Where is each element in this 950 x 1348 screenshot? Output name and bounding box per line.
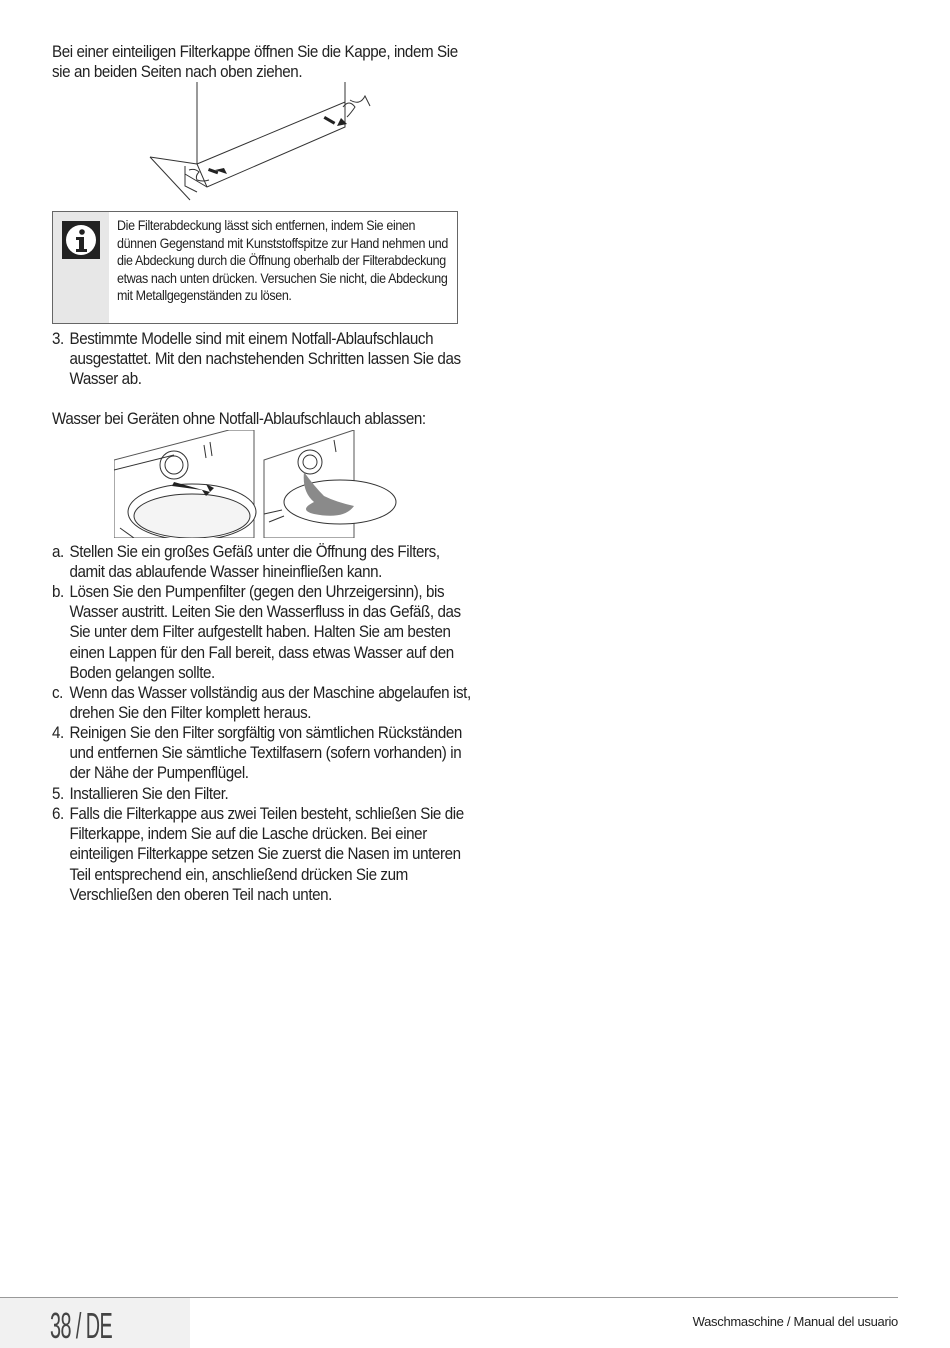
step-text: Reinigen Sie den Filter sorgfältig von sämtlichen Rückständen und entfernen Sie sämtliche Textilfasern (sofern vorhanden) in der Nähe der Pumpenflügel.: [69, 724, 462, 783]
step-text: Stellen Sie ein großes Gefäß unter die Öffnung des Filters, damit das ablaufende Wasser hineinfließen kann.: [69, 543, 440, 582]
page-number: 38 / DE: [50, 1305, 113, 1346]
step-number: b.: [52, 583, 64, 601]
step-text: Installieren Sie den Filter.: [69, 785, 229, 803]
subheading: Wasser bei Geräten ohne Notfall-Ablaufschlauch ablassen:: [52, 410, 426, 428]
footer-title: Waschmaschine / Manual del usuario: [692, 1314, 898, 1329]
step-text: Lösen Sie den Pumpenfilter (gegen den Uhrzeigersinn), bis Wasser austritt. Leiten Sie den Wasserfluss in das Gefäß, das Sie unter dem Filter aufgestellt haben. Halten Sie am besten einen Lappen für den Fall bereit, dass etwas Wasser auf den Boden gelangen sollte.: [69, 583, 461, 682]
step-number: 6.: [52, 805, 64, 823]
note-text: Die Filterabdeckung lässt sich entfernen, indem Sie einen dünnen Gegenstand mit Kunststoffspitze zur Hand nehmen und die Abdeckung durch die Öffnung oberhalb der Filterabdeckung etwas nach unten drücken. Versuchen Sie nicht, die Abdeckung mit Metallgegenständen zu lösen.: [117, 218, 448, 304]
drain-water-illustration: [114, 430, 414, 538]
step-number: 4.: [52, 724, 64, 742]
info-note-box: [52, 211, 458, 324]
step-number: 5.: [52, 785, 64, 803]
step-number: 3.: [52, 330, 64, 348]
step-text: Wenn das Wasser vollständig aus der Maschine abgelaufen ist, drehen Sie den Filter komplett heraus.: [69, 684, 471, 723]
intro-paragraph: Bei einer einteiligen Filterkappe öffnen Sie die Kappe, indem Sie sie an beiden Seiten nach oben ziehen.: [52, 43, 458, 82]
step-number: a.: [52, 543, 64, 561]
step-text: Falls die Filterkappe aus zwei Teilen besteht, schließen Sie die Filterkappe, indem Sie auf die Lasche drücken. Bei einer einteiligen Filterkappe setzen Sie zuerst die Nasen im unteren Teil entsprechend ein, anschließend drücken Sie zum Verschließen den oberen Teil nach unten.: [69, 805, 464, 904]
filter-cap-illustration: [145, 82, 375, 212]
step-text: Bestimmte Modelle sind mit einem Notfall-Ablaufschlauch ausgestattet. Mit den nachstehenden Schritten lassen Sie das Wasser ab.: [69, 330, 461, 389]
note-sidebar: [53, 212, 109, 323]
step-number: c.: [52, 684, 63, 702]
info-icon: [62, 221, 100, 259]
